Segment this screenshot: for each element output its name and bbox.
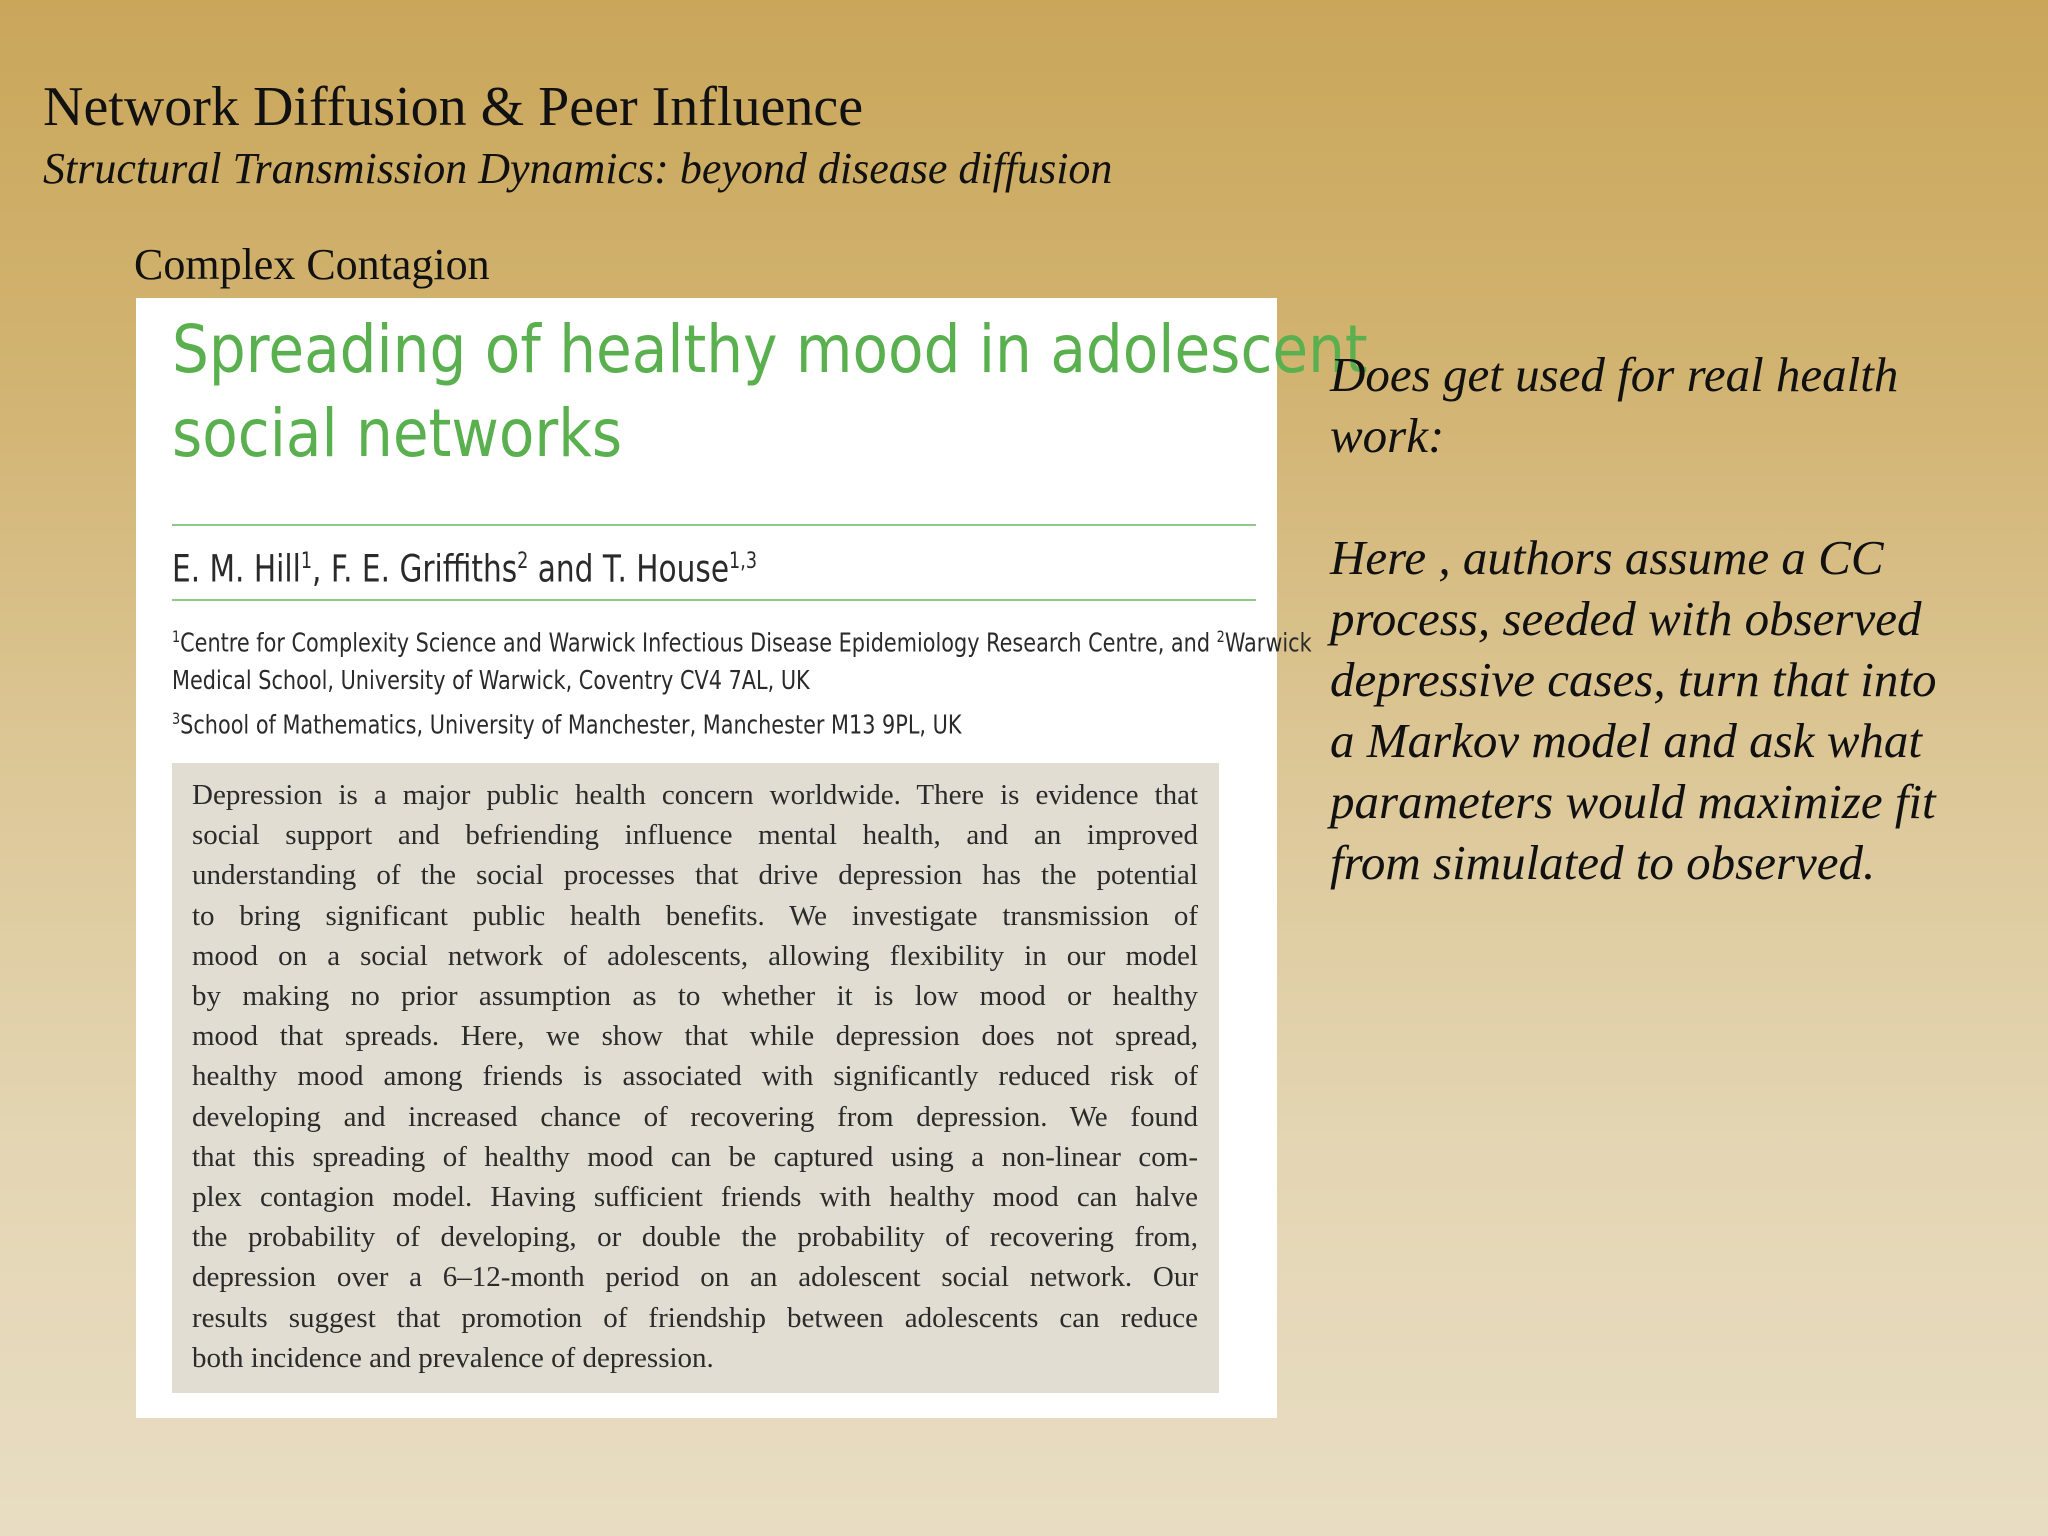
- paper-title: [172, 308, 1368, 476]
- abstract-line: social support and befriending influence mental health, and an improved: [192, 819, 1198, 852]
- side-note-line: Here , authors assume a CC: [1330, 530, 1884, 585]
- side-note-paragraph: [1330, 527, 2020, 893]
- affiliation-line: [172, 700, 1236, 745]
- abstract-line: mood on a social network of adolescents, allowing flexibility in our model: [192, 939, 1198, 972]
- side-note-line: from simulated to observed.: [1330, 835, 1876, 890]
- slide-title: Network Diffusion & Peer Influence: [43, 76, 864, 138]
- side-note-line: parameters would maximize fit: [1330, 774, 1936, 829]
- author-affiliation-mark: 2: [517, 549, 529, 574]
- author-affiliation-mark: 1,3: [729, 549, 758, 574]
- abstract-line: plex contagion model. Having sufficient friends with healthy mood can halve: [192, 1181, 1198, 1214]
- affiliation-text: School of Mathematics, University of Manchester, Manchester M13 9PL, UK: [180, 710, 962, 741]
- affiliation-mark: 2: [1216, 627, 1225, 646]
- abstract-line: understanding of the social processes that drive depression has the potential: [192, 859, 1198, 892]
- side-note-paragraph: [1330, 344, 2020, 466]
- paper-authors: [172, 538, 757, 593]
- abstract-line: to bring significant public health benefits. We investigate transmission of: [192, 899, 1198, 932]
- author-name: , F. E. Griffiths: [312, 547, 518, 591]
- affiliation-line: [172, 618, 1312, 663]
- side-note-line: Does get used for real health: [1330, 347, 1899, 402]
- slide-subtitle: Structural Transmission Dynamics: beyond disease diffusion: [43, 144, 1113, 193]
- affiliation-line: Medical School, University of Warwick, Coventry CV4 7AL, UK: [172, 665, 810, 696]
- side-note: [1330, 344, 2020, 893]
- abstract-line: healthy mood among friends is associated with significantly reduced risk of: [192, 1060, 1198, 1093]
- author-name: E. M. Hill: [172, 547, 301, 591]
- abstract-line: both incidence and prevalence of depression.: [192, 1341, 714, 1374]
- abstract-line: developing and increased chance of recovering from depression. We found: [192, 1100, 1198, 1133]
- paper-affiliations: [172, 618, 1312, 744]
- affiliation-text: Warwick: [1224, 628, 1312, 659]
- paper-abstract: [172, 763, 1219, 1393]
- affiliation-text: Centre for Complexity Science and Warwick Infectious Disease Epidemiology Research Centre, and: [180, 628, 1217, 659]
- authors-divider: [172, 599, 1256, 601]
- side-note-line: work:: [1330, 408, 1445, 463]
- side-note-line: a Markov model and ask what: [1330, 713, 1922, 768]
- abstract-line: Depression is a major public health concern worldwide. There is evidence that: [192, 779, 1198, 811]
- abstract-line: by making no prior assumption as to whether it is low mood or healthy: [192, 980, 1198, 1013]
- abstract-line: mood that spreads. Here, we show that while depression does not spread,: [192, 1020, 1198, 1053]
- paper-title-line: social networks: [172, 395, 623, 472]
- author-name: and T. House: [528, 547, 730, 591]
- abstract-text: [192, 775, 1198, 1378]
- paper-title-line: Spreading of healthy mood in adolescent: [172, 311, 1368, 388]
- paper-excerpt-image: [136, 298, 1368, 1418]
- abstract-line: results suggest that promotion of friendship between adolescents can reduce: [192, 1301, 1198, 1334]
- abstract-line: the probability of developing, or double the probability of recovering from,: [192, 1221, 1198, 1254]
- abstract-line: depression over a 6–12-month period on an adolescent social network. Our: [192, 1261, 1198, 1294]
- side-note-line: process, seeded with observed: [1330, 591, 1922, 646]
- paragraph-gap: [1330, 466, 2020, 527]
- section-label: Complex Contagion: [134, 240, 490, 289]
- side-note-line: depressive cases, turn that into: [1330, 652, 1937, 707]
- affiliation-mark: 3: [172, 708, 181, 728]
- affiliation-mark: 1: [172, 627, 181, 646]
- abstract-line: that this spreading of healthy mood can be captured using a non-linear com-: [192, 1140, 1198, 1173]
- title-divider: [172, 524, 1256, 526]
- author-affiliation-mark: 1: [300, 549, 313, 574]
